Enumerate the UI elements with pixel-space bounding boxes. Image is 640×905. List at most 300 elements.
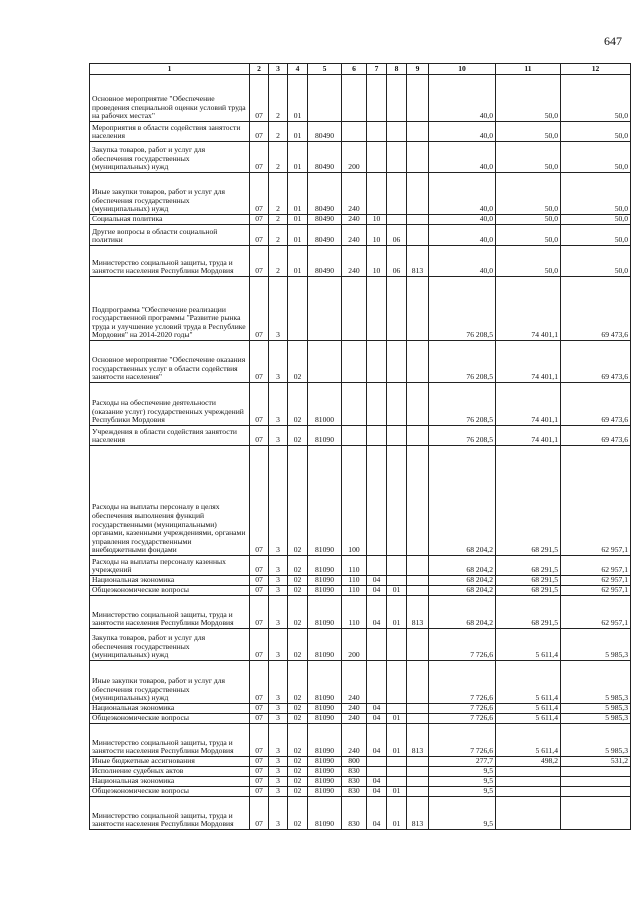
cell-amount-2020: 69 473,6 [561,383,631,426]
cell-target: 81090 [308,661,342,704]
cell-subprogram: 02 [288,586,308,596]
cell-section [367,446,387,556]
cell-admin: 07 [250,661,269,704]
cell-ministry [407,383,429,426]
cell-ministry [407,122,429,142]
cell-section [367,173,387,215]
cell-amount-2020: 50,0 [561,142,631,173]
cell-expense-type: 200 [342,142,367,173]
column-header: 7 [367,64,387,75]
cell-admin: 07 [250,586,269,596]
cell-amount-2019: 498,2 [496,757,561,767]
cell-subprogram: 02 [288,787,308,797]
cell-program: 3 [269,576,288,586]
cell-program: 3 [269,586,288,596]
cell-subsection [387,383,407,426]
cell-name: Национальная экономика [90,576,250,586]
cell-amount-2018: 9,5 [429,767,496,777]
cell-amount-2019: 74 401,1 [496,341,561,383]
cell-amount-2019: 50,0 [496,122,561,142]
cell-admin: 07 [250,576,269,586]
cell-admin: 07 [250,777,269,787]
table-row [90,75,631,122]
cell-admin: 07 [250,724,269,757]
cell-amount-2019: 68 291,5 [496,596,561,629]
cell-amount-2018: 40,0 [429,246,496,277]
cell-target: 80490 [308,246,342,277]
cell-admin: 07 [250,225,269,246]
budget-table [89,63,631,830]
cell-program: 3 [269,341,288,383]
cell-expense-type: 830 [342,797,367,830]
cell-subsection [387,142,407,173]
table-row [90,225,631,246]
cell-subprogram: 02 [288,757,308,767]
cell-subprogram: 02 [288,576,308,586]
cell-ministry [407,142,429,173]
table-row [90,277,631,341]
cell-admin: 07 [250,787,269,797]
column-header: 6 [342,64,367,75]
cell-section: 04 [367,724,387,757]
cell-amount-2020: 69 473,6 [561,277,631,341]
cell-name: Социальная политика [90,215,250,225]
cell-admin: 07 [250,341,269,383]
cell-amount-2019: 50,0 [496,215,561,225]
cell-amount-2018: 68 204,2 [429,596,496,629]
column-header: 4 [288,64,308,75]
cell-section: 04 [367,797,387,830]
cell-program: 2 [269,225,288,246]
cell-amount-2020: 5 985,3 [561,661,631,704]
cell-name: Национальная экономика [90,777,250,787]
cell-amount-2018: 7 726,6 [429,629,496,661]
cell-section [367,629,387,661]
cell-amount-2019 [496,787,561,797]
cell-name: Расходы на выплаты персоналу в целях обеспечения выполнения функций государственными (муниципальными) органами, казенными учреждениями, органами управления государственными внебюджетными фондами [90,446,250,556]
cell-target: 81090 [308,724,342,757]
cell-amount-2018: 7 726,6 [429,714,496,724]
cell-admin: 07 [250,714,269,724]
cell-amount-2019: 5 611,4 [496,714,561,724]
cell-admin: 07 [250,122,269,142]
column-header: 2 [250,64,269,75]
cell-subsection: 01 [387,797,407,830]
cell-admin: 07 [250,596,269,629]
cell-expense-type [342,277,367,341]
cell-amount-2019: 74 401,1 [496,383,561,426]
cell-amount-2019: 68 291,5 [496,446,561,556]
cell-admin: 07 [250,75,269,122]
cell-program: 3 [269,446,288,556]
cell-program: 3 [269,777,288,787]
cell-name: Расходы на обеспечение деятельности (оказание услуг) государственных учреждений Республики Мордовия [90,383,250,426]
cell-target: 80490 [308,215,342,225]
cell-ministry [407,277,429,341]
cell-amount-2020: 62 957,1 [561,556,631,576]
cell-subprogram: 01 [288,215,308,225]
cell-section [367,75,387,122]
cell-subprogram [288,277,308,341]
cell-subprogram: 01 [288,75,308,122]
cell-name: Министерство социальной защиты, труда и занятости населения Республики Мордовия [90,797,250,830]
cell-program: 2 [269,246,288,277]
cell-program: 2 [269,75,288,122]
cell-ministry [407,225,429,246]
cell-target: 81090 [308,586,342,596]
cell-amount-2018: 68 204,2 [429,586,496,596]
table-row [90,724,631,757]
cell-ministry [407,714,429,724]
cell-amount-2020: 62 957,1 [561,586,631,596]
cell-amount-2020: 50,0 [561,225,631,246]
cell-amount-2019: 68 291,5 [496,556,561,576]
table-row [90,596,631,629]
cell-program: 3 [269,661,288,704]
cell-amount-2020: 5 985,3 [561,704,631,714]
cell-program: 3 [269,714,288,724]
cell-admin: 07 [250,629,269,661]
table-row [90,661,631,704]
cell-subsection: 01 [387,724,407,757]
table-row [90,341,631,383]
cell-ministry [407,426,429,446]
cell-amount-2020: 531,2 [561,757,631,767]
cell-section: 10 [367,225,387,246]
cell-amount-2018: 7 726,6 [429,724,496,757]
cell-target [308,341,342,383]
cell-subprogram: 01 [288,142,308,173]
cell-ministry: 813 [407,246,429,277]
cell-section: 04 [367,787,387,797]
cell-target: 81090 [308,556,342,576]
cell-program: 3 [269,787,288,797]
cell-section: 04 [367,596,387,629]
cell-amount-2020 [561,787,631,797]
cell-target: 81090 [308,797,342,830]
cell-amount-2018: 9,5 [429,797,496,830]
cell-subprogram: 02 [288,596,308,629]
column-header: 12 [561,64,631,75]
cell-name: Общеэкономические вопросы [90,586,250,596]
table-row [90,142,631,173]
cell-subprogram: 01 [288,246,308,277]
cell-subprogram: 02 [288,426,308,446]
cell-name: Общеэкономические вопросы [90,787,250,797]
cell-subprogram: 01 [288,173,308,215]
cell-expense-type: 240 [342,724,367,757]
table-row [90,383,631,426]
cell-ministry [407,757,429,767]
cell-subsection [387,173,407,215]
cell-amount-2018: 7 726,6 [429,704,496,714]
cell-expense-type: 240 [342,246,367,277]
table-row [90,767,631,777]
table-row [90,787,631,797]
cell-program: 3 [269,277,288,341]
cell-target: 81090 [308,446,342,556]
table-row [90,714,631,724]
cell-ministry [407,215,429,225]
cell-program: 3 [269,426,288,446]
cell-target: 81090 [308,777,342,787]
cell-subprogram: 02 [288,704,308,714]
cell-section [367,122,387,142]
cell-name: Подпрограмма "Обеспечение реализации государственной программы "Развитие рынка труда и улучшение условий труда в Республике Мордовия" на 2014-2020 годы" [90,277,250,341]
cell-subsection [387,75,407,122]
cell-name: Министерство социальной защиты, труда и занятости населения Республики Мордовия [90,724,250,757]
cell-subprogram: 02 [288,446,308,556]
cell-amount-2018: 68 204,2 [429,576,496,586]
cell-amount-2018: 9,5 [429,777,496,787]
cell-admin: 07 [250,383,269,426]
cell-program: 3 [269,797,288,830]
cell-ministry [407,586,429,596]
cell-section: 04 [367,586,387,596]
cell-target: 81090 [308,426,342,446]
table-row [90,215,631,225]
cell-name: Министерство социальной защиты, труда и занятости населения Республики Мордовия [90,246,250,277]
cell-amount-2018: 40,0 [429,215,496,225]
cell-amount-2019: 5 611,4 [496,629,561,661]
cell-amount-2020: 62 957,1 [561,576,631,586]
column-header: 1 [90,64,250,75]
cell-amount-2018: 40,0 [429,142,496,173]
cell-subsection: 06 [387,225,407,246]
cell-amount-2018: 76 208,5 [429,277,496,341]
cell-expense-type: 110 [342,586,367,596]
cell-name: Общеэкономические вопросы [90,714,250,724]
cell-admin: 07 [250,277,269,341]
cell-target: 81090 [308,629,342,661]
cell-target: 81090 [308,576,342,586]
cell-target: 80490 [308,173,342,215]
cell-expense-type: 110 [342,556,367,576]
cell-amount-2020: 5 985,3 [561,629,631,661]
cell-program: 3 [269,629,288,661]
cell-name: Закупка товаров, работ и услуг для обеспечения государственных (муниципальных) нужд [90,629,250,661]
cell-subsection [387,277,407,341]
table-row [90,576,631,586]
cell-expense-type: 240 [342,173,367,215]
cell-expense-type: 240 [342,661,367,704]
cell-amount-2019: 68 291,5 [496,586,561,596]
cell-name: Основное мероприятие "Обеспечение проведения специальной оценки условий труда на рабочих местах" [90,75,250,122]
cell-expense-type: 830 [342,787,367,797]
cell-target: 81090 [308,596,342,629]
table-row [90,122,631,142]
cell-target: 80490 [308,225,342,246]
cell-amount-2020: 62 957,1 [561,446,631,556]
column-header: 8 [387,64,407,75]
cell-ministry: 813 [407,797,429,830]
cell-amount-2019: 50,0 [496,173,561,215]
cell-name: Мероприятия в области содействия занятости населения [90,122,250,142]
cell-subprogram: 02 [288,341,308,383]
cell-target [308,277,342,341]
cell-subsection [387,757,407,767]
cell-amount-2018: 277,7 [429,757,496,767]
cell-subsection [387,777,407,787]
cell-subsection [387,661,407,704]
cell-subsection [387,446,407,556]
cell-program: 3 [269,556,288,576]
cell-ministry [407,173,429,215]
cell-amount-2020: 5 985,3 [561,724,631,757]
cell-name: Иные закупки товаров, работ и услуг для обеспечения государственных (муниципальных) нужд [90,173,250,215]
column-header: 5 [308,64,342,75]
table-row [90,556,631,576]
cell-admin: 07 [250,215,269,225]
cell-amount-2018: 76 208,5 [429,383,496,426]
cell-target: 81090 [308,787,342,797]
cell-ministry [407,75,429,122]
cell-amount-2020: 50,0 [561,246,631,277]
cell-subsection: 01 [387,596,407,629]
table-header-row [90,64,631,75]
cell-subsection: 01 [387,586,407,596]
cell-ministry [407,341,429,383]
cell-subsection: 01 [387,787,407,797]
table-row [90,797,631,830]
cell-amount-2020: 5 985,3 [561,714,631,724]
cell-program: 3 [269,383,288,426]
cell-expense-type: 830 [342,767,367,777]
cell-target: 81090 [308,757,342,767]
cell-program: 2 [269,142,288,173]
cell-target [308,75,342,122]
cell-admin: 07 [250,797,269,830]
cell-ministry [407,661,429,704]
cell-section [367,767,387,777]
cell-expense-type [342,122,367,142]
cell-expense-type [342,341,367,383]
cell-admin: 07 [250,556,269,576]
cell-amount-2019: 5 611,4 [496,661,561,704]
cell-amount-2018: 40,0 [429,225,496,246]
cell-amount-2020: 50,0 [561,215,631,225]
cell-subsection [387,629,407,661]
cell-target: 81090 [308,714,342,724]
cell-admin: 07 [250,246,269,277]
cell-expense-type: 800 [342,757,367,767]
cell-subprogram: 02 [288,777,308,787]
cell-amount-2020: 50,0 [561,75,631,122]
cell-expense-type [342,383,367,426]
cell-section: 10 [367,215,387,225]
cell-admin: 07 [250,767,269,777]
cell-ministry: 813 [407,724,429,757]
cell-expense-type: 830 [342,777,367,787]
cell-ministry [407,767,429,777]
cell-amount-2019: 50,0 [496,246,561,277]
cell-amount-2019: 74 401,1 [496,277,561,341]
cell-target: 80490 [308,142,342,173]
cell-target: 80490 [308,122,342,142]
cell-subprogram: 02 [288,797,308,830]
cell-ministry [407,629,429,661]
table-row [90,446,631,556]
cell-program: 2 [269,122,288,142]
cell-section: 04 [367,704,387,714]
cell-subprogram: 01 [288,225,308,246]
cell-ministry [407,446,429,556]
cell-program: 3 [269,724,288,757]
table-row [90,246,631,277]
cell-name: Другие вопросы в области социальной политики [90,225,250,246]
table-row [90,757,631,767]
cell-subprogram: 02 [288,767,308,777]
cell-subprogram: 01 [288,122,308,142]
cell-expense-type [342,75,367,122]
cell-amount-2019: 50,0 [496,225,561,246]
cell-amount-2019 [496,797,561,830]
cell-expense-type: 110 [342,596,367,629]
table-row [90,173,631,215]
cell-subsection [387,556,407,576]
cell-expense-type [342,426,367,446]
table-row [90,586,631,596]
cell-expense-type: 110 [342,576,367,586]
cell-admin: 07 [250,426,269,446]
cell-expense-type: 100 [342,446,367,556]
cell-target: 81000 [308,383,342,426]
cell-ministry [407,556,429,576]
cell-program: 2 [269,173,288,215]
cell-expense-type: 240 [342,704,367,714]
cell-amount-2018: 7 726,6 [429,661,496,704]
cell-section [367,757,387,767]
cell-program: 3 [269,596,288,629]
cell-section [367,341,387,383]
column-header: 10 [429,64,496,75]
table-row [90,704,631,714]
cell-ministry: 813 [407,596,429,629]
cell-amount-2018: 40,0 [429,173,496,215]
cell-section: 04 [367,714,387,724]
cell-section [367,383,387,426]
cell-amount-2018: 9,5 [429,787,496,797]
cell-amount-2018: 40,0 [429,75,496,122]
cell-name: Иные бюджетные ассигнования [90,757,250,767]
cell-section: 04 [367,576,387,586]
cell-admin: 07 [250,446,269,556]
cell-subsection [387,215,407,225]
cell-amount-2019 [496,777,561,787]
table-row [90,777,631,787]
cell-subprogram: 02 [288,556,308,576]
cell-subprogram: 02 [288,383,308,426]
cell-subsection [387,704,407,714]
cell-target: 81090 [308,767,342,777]
cell-subsection [387,576,407,586]
cell-amount-2019: 50,0 [496,142,561,173]
cell-amount-2019: 68 291,5 [496,576,561,586]
table-row [90,426,631,446]
cell-section [367,426,387,446]
cell-amount-2020: 50,0 [561,122,631,142]
cell-program: 3 [269,757,288,767]
cell-section [367,277,387,341]
cell-amount-2020: 69 473,6 [561,426,631,446]
cell-name: Иные закупки товаров, работ и услуг для обеспечения государственных (муниципальных) нужд [90,661,250,704]
cell-name: Расходы на выплаты персоналу казенных учреждений [90,556,250,576]
cell-name: Учреждения в области содействия занятости населения [90,426,250,446]
cell-expense-type: 240 [342,714,367,724]
cell-expense-type: 240 [342,225,367,246]
cell-expense-type: 240 [342,215,367,225]
cell-section [367,661,387,704]
